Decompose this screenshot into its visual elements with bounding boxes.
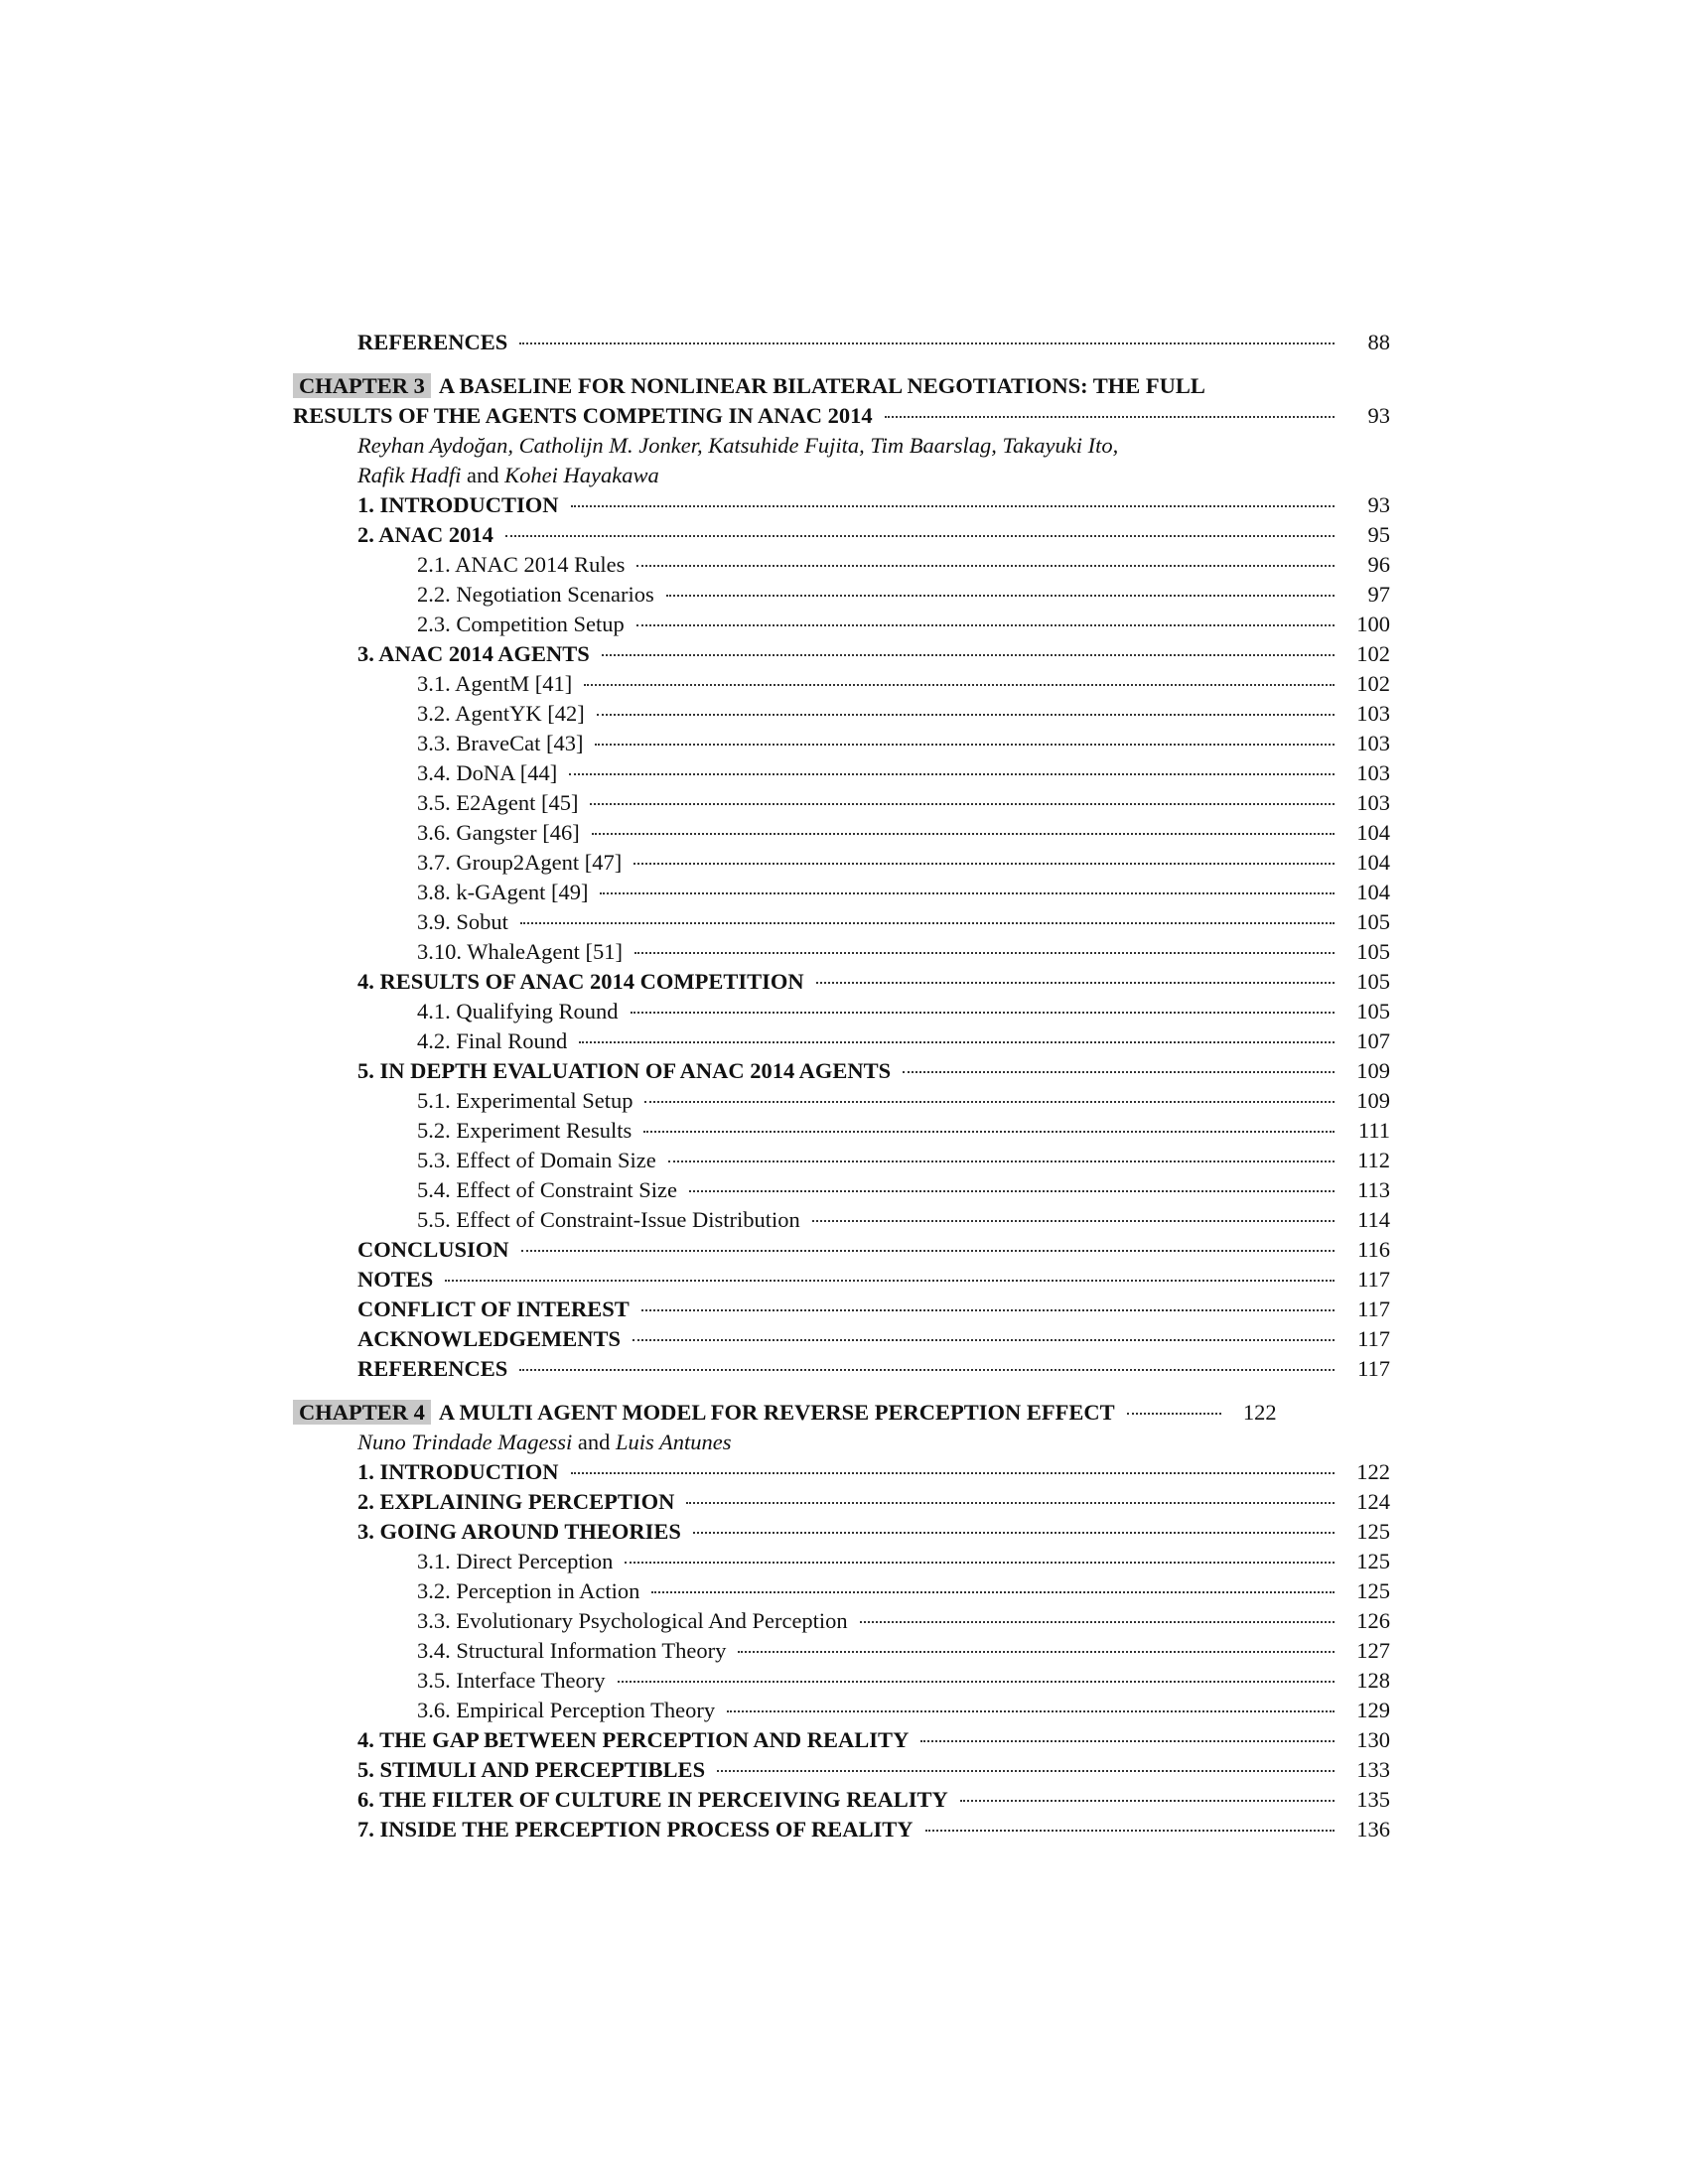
- chapter3-authors-line1: Reyhan Aydoğan, Catholijn M. Jonker, Katsuhide Fujita, Tim Baarslag, Takayuki Ito,: [357, 433, 1119, 458]
- dot-leader: [579, 1041, 1335, 1043]
- chapter4-authors-and: and: [577, 1430, 611, 1454]
- dot-leader: [600, 892, 1335, 894]
- toc-entry-label: 5.2. Experiment Results: [417, 1118, 633, 1143]
- chapter4-author: Luis Antunes: [616, 1430, 732, 1454]
- toc-entry-label: 2.3. Competition Setup: [417, 612, 625, 636]
- dot-leader: [571, 1472, 1335, 1474]
- toc-entry-label: NOTES: [357, 1267, 434, 1292]
- toc-entry-label: REFERENCES: [357, 1356, 508, 1381]
- toc-entry-label: 3.9. Sobut: [417, 909, 508, 934]
- toc-entry-page: 128: [1356, 1668, 1390, 1693]
- dot-leader: [816, 982, 1335, 984]
- toc-entry-label: 5. IN DEPTH EVALUATION OF ANAC 2014 AGENTS: [357, 1058, 892, 1083]
- toc-entry-label: 3.10. WhaleAgent [51]: [417, 939, 624, 964]
- toc-entry-page: 104: [1356, 820, 1390, 845]
- toc-entry-page: 135: [1356, 1787, 1390, 1812]
- toc-section-entry[interactable]: [293, 1487, 1390, 1517]
- chapter4-title: A MULTI AGENT MODEL FOR REVERSE PERCEPTION EFFECT: [438, 1400, 1115, 1425]
- chapter3-authors-line2: [293, 461, 1390, 490]
- toc-entry-page: 105: [1356, 999, 1390, 1024]
- dot-leader: [668, 1160, 1335, 1162]
- chapter4-badge: CHAPTER 4: [293, 1400, 431, 1425]
- toc-entry-page: 114: [1357, 1207, 1390, 1232]
- toc-section-entry[interactable]: [293, 639, 1390, 669]
- toc-entry-page: 105: [1356, 939, 1390, 964]
- toc-subsection-entry[interactable]: [293, 610, 1390, 639]
- toc-entry-page: 133: [1356, 1757, 1390, 1782]
- toc-entry-label: 3.3. BraveCat [43]: [417, 731, 584, 755]
- dot-leader: [717, 1770, 1335, 1772]
- dot-leader: [445, 1280, 1335, 1282]
- dot-leader: [925, 1830, 1336, 1832]
- dot-leader: [505, 535, 1335, 537]
- dot-leader: [625, 1562, 1335, 1564]
- dot-leader: [689, 1190, 1335, 1192]
- toc-entry-label: 4. THE GAP BETWEEN PERCEPTION AND REALITY: [357, 1727, 910, 1752]
- dot-leader: [569, 773, 1335, 775]
- toc-section-entry[interactable]: [293, 1457, 1390, 1487]
- toc-entry-label: 5. STIMULI AND PERCEPTIBLES: [357, 1757, 706, 1782]
- chapter3-heading[interactable]: [293, 371, 1390, 401]
- toc-entry-page: 125: [1356, 1519, 1390, 1544]
- toc-subsection-entry[interactable]: [293, 1175, 1390, 1205]
- dot-leader: [633, 1339, 1335, 1341]
- toc-subsection-entry[interactable]: [293, 729, 1390, 758]
- dot-leader: [590, 803, 1335, 805]
- dot-leader: [960, 1800, 1335, 1802]
- toc-entry-page: 97: [1367, 582, 1390, 607]
- toc-entry-page: 104: [1356, 880, 1390, 904]
- chapter4-page: 122: [1242, 1400, 1277, 1425]
- chapter3-title-line1: A BASELINE FOR NONLINEAR BILATERAL NEGOTIATIONS: THE FULL: [438, 373, 1205, 398]
- toc-subsection-entry[interactable]: [293, 1696, 1390, 1725]
- toc-subsection-entry[interactable]: [293, 1666, 1390, 1696]
- dot-leader: [1127, 1413, 1221, 1415]
- toc-subsection-entry[interactable]: [293, 550, 1390, 580]
- dot-leader: [920, 1740, 1335, 1742]
- toc-subsection-entry[interactable]: [293, 758, 1390, 788]
- chapter3-badge: CHAPTER 3: [293, 373, 431, 398]
- dot-leader: [520, 922, 1335, 924]
- toc-entry-label: 3. GOING AROUND THEORIES: [357, 1519, 681, 1544]
- toc-entry-page: 103: [1356, 701, 1390, 726]
- toc-entry-references-prev[interactable]: [293, 328, 1390, 357]
- chapter3-title-line2-row[interactable]: [293, 401, 1390, 431]
- dot-leader: [644, 1101, 1335, 1103]
- dot-leader: [885, 416, 1335, 418]
- toc-entry-page: 130: [1356, 1727, 1390, 1752]
- dot-leader: [651, 1591, 1335, 1593]
- chapter3-entries: [293, 490, 1390, 1384]
- toc-subsection-entry[interactable]: [293, 1547, 1390, 1576]
- toc-section-entry[interactable]: [293, 520, 1390, 550]
- toc-section-entry[interactable]: [293, 1235, 1390, 1265]
- toc-entry-label: CONFLICT OF INTEREST: [357, 1297, 630, 1321]
- toc-entry-label: 3.6. Gangster [46]: [417, 820, 580, 845]
- dot-leader: [738, 1651, 1335, 1653]
- toc-entry-page: 102: [1356, 641, 1390, 666]
- toc-entry-page: 104: [1356, 850, 1390, 875]
- dot-leader: [631, 1012, 1336, 1014]
- toc-entry-page: 103: [1356, 760, 1390, 785]
- toc-entry-page: 127: [1356, 1638, 1390, 1663]
- toc-section-entry[interactable]: [293, 967, 1390, 997]
- toc-subsection-entry[interactable]: [293, 1086, 1390, 1116]
- toc-subsection-entry[interactable]: [293, 1576, 1390, 1606]
- toc-subsection-entry[interactable]: [293, 580, 1390, 610]
- chapter4-authors: [293, 1428, 1390, 1457]
- toc-subsection-entry[interactable]: [293, 1146, 1390, 1175]
- toc-section-entry[interactable]: [293, 1295, 1390, 1324]
- toc-entry-label: 2. EXPLAINING PERCEPTION: [357, 1489, 675, 1514]
- toc-entry-page: 100: [1356, 612, 1390, 636]
- toc-subsection-entry[interactable]: [293, 1606, 1390, 1636]
- toc-entry-label: 6. THE FILTER OF CULTURE IN PERCEIVING REALITY: [357, 1787, 948, 1812]
- toc-entry-label: 3.3. Evolutionary Psychological And Perception: [417, 1608, 848, 1633]
- toc-entry-label: 4. RESULTS OF ANAC 2014 COMPETITION: [357, 969, 804, 994]
- dot-leader: [636, 565, 1335, 567]
- toc-entry-label: 3.5. Interface Theory: [417, 1668, 606, 1693]
- chapter4-author: Nuno Trindade Magessi: [357, 1430, 573, 1454]
- toc-section-entry[interactable]: [293, 1725, 1390, 1755]
- toc-entry-label: REFERENCES: [357, 330, 508, 354]
- toc-section-entry[interactable]: [293, 1785, 1390, 1815]
- toc-entry-page: 109: [1356, 1088, 1390, 1113]
- toc-entry-label: 3.4. DoNA [44]: [417, 760, 558, 785]
- toc-entry-page: 111: [1357, 1118, 1390, 1143]
- toc-entry-label: 3.8. k-GAgent [49]: [417, 880, 589, 904]
- chapter4-entries: [293, 1457, 1390, 1844]
- dot-leader: [634, 952, 1335, 954]
- dot-leader: [693, 1532, 1335, 1534]
- toc-entry-page: 88: [1367, 330, 1390, 354]
- toc-entry-label: 3.5. E2Agent [45]: [417, 790, 579, 815]
- toc-entry-label: 5.3. Effect of Domain Size: [417, 1148, 656, 1172]
- dot-leader: [727, 1710, 1335, 1712]
- dot-leader: [519, 342, 1335, 344]
- toc-subsection-entry[interactable]: [293, 878, 1390, 907]
- dot-leader: [636, 624, 1335, 626]
- toc-subsection-entry[interactable]: [293, 1205, 1390, 1235]
- toc-entry-label: 3. ANAC 2014 AGENTS: [357, 641, 590, 666]
- toc-entry-page: 109: [1356, 1058, 1390, 1083]
- chapter4-heading[interactable]: [293, 1398, 1390, 1428]
- toc-subsection-entry[interactable]: [293, 699, 1390, 729]
- toc-subsection-entry[interactable]: [293, 818, 1390, 848]
- dot-leader: [592, 833, 1335, 835]
- toc-section-entry[interactable]: [293, 1815, 1390, 1844]
- toc-entry-page: 122: [1356, 1459, 1390, 1484]
- dot-leader: [584, 684, 1335, 686]
- toc-entry-page: 136: [1356, 1817, 1390, 1842]
- toc-entry-label: 5.5. Effect of Constraint-Issue Distribution: [417, 1207, 800, 1232]
- toc-entry-label: 3.4. Structural Information Theory: [417, 1638, 727, 1663]
- toc-section-entry[interactable]: [293, 1517, 1390, 1547]
- toc-entry-page: 129: [1356, 1698, 1390, 1722]
- toc-section-entry[interactable]: [293, 1265, 1390, 1295]
- toc-section-entry[interactable]: [293, 1324, 1390, 1354]
- toc-subsection-entry[interactable]: [293, 788, 1390, 818]
- chapter-spacer: [293, 1384, 1390, 1398]
- toc-entry-page: 103: [1356, 790, 1390, 815]
- toc-entry-page: 117: [1357, 1356, 1390, 1381]
- toc-entry-label: 7. INSIDE THE PERCEPTION PROCESS OF REALITY: [357, 1817, 914, 1842]
- toc-entry-page: 126: [1356, 1608, 1390, 1633]
- toc-entry-label: CONCLUSION: [357, 1237, 509, 1262]
- toc-subsection-entry[interactable]: [293, 937, 1390, 967]
- chapter3-author: Rafik Hadfi: [357, 463, 462, 487]
- dot-leader: [812, 1220, 1335, 1222]
- toc-entry-label: 3.1. AgentM [41]: [417, 671, 573, 696]
- toc-entry-page: 96: [1367, 552, 1390, 577]
- dot-leader: [521, 1250, 1335, 1252]
- toc-entry-label: 2. ANAC 2014: [357, 522, 493, 547]
- toc-subsection-entry[interactable]: [293, 1116, 1390, 1146]
- toc-subsection-entry[interactable]: [293, 669, 1390, 699]
- dot-leader: [633, 863, 1335, 865]
- toc-subsection-entry[interactable]: [293, 848, 1390, 878]
- toc-section-entry[interactable]: [293, 1056, 1390, 1086]
- toc-entry-label: 4.1. Qualifying Round: [417, 999, 619, 1024]
- toc-entry-label: 5.1. Experimental Setup: [417, 1088, 633, 1113]
- toc-entry-label: 3.2. AgentYK [42]: [417, 701, 585, 726]
- toc-entry-page: 107: [1356, 1028, 1390, 1053]
- dot-leader: [686, 1502, 1335, 1504]
- table-of-contents: [293, 328, 1390, 1844]
- dot-leader: [602, 654, 1335, 656]
- toc-entry-page: 117: [1357, 1326, 1390, 1351]
- toc-subsection-entry[interactable]: [293, 1636, 1390, 1666]
- toc-entry-page: 117: [1357, 1267, 1390, 1292]
- dot-leader: [641, 1309, 1335, 1311]
- toc-entry-label: 3.1. Direct Perception: [417, 1549, 614, 1573]
- dot-leader: [595, 744, 1335, 746]
- dot-leader: [597, 714, 1335, 716]
- toc-entry-page: 125: [1356, 1578, 1390, 1603]
- toc-entry-page: 93: [1367, 492, 1390, 517]
- toc-entry-label: 2.2. Negotiation Scenarios: [417, 582, 654, 607]
- dot-leader: [643, 1131, 1335, 1133]
- toc-entry-page: 105: [1356, 969, 1390, 994]
- toc-entry-label: 3.7. Group2Agent [47]: [417, 850, 623, 875]
- toc-entry-label: ACKNOWLEDGEMENTS: [357, 1326, 622, 1351]
- toc-entry-page: 116: [1357, 1237, 1390, 1262]
- toc-entry-page: 125: [1356, 1549, 1390, 1573]
- chapter3-page: 93: [1367, 403, 1390, 428]
- toc-section-entry[interactable]: [293, 1755, 1390, 1785]
- toc-entry-label: 1. INTRODUCTION: [357, 1459, 559, 1484]
- toc-subsection-entry[interactable]: [293, 1026, 1390, 1056]
- toc-entry-page: 113: [1357, 1177, 1390, 1202]
- dot-leader: [860, 1621, 1335, 1623]
- toc-subsection-entry[interactable]: [293, 997, 1390, 1026]
- toc-entry-label: 3.6. Empirical Perception Theory: [417, 1698, 716, 1722]
- toc-subsection-entry[interactable]: [293, 907, 1390, 937]
- dot-leader: [571, 505, 1335, 507]
- dot-leader: [519, 1369, 1335, 1371]
- toc-entry-page: 117: [1357, 1297, 1390, 1321]
- chapter3-author: Kohei Hayakawa: [504, 463, 659, 487]
- dot-leader: [618, 1681, 1336, 1683]
- toc-entry-page: 124: [1356, 1489, 1390, 1514]
- toc-entry-label: 4.2. Final Round: [417, 1028, 568, 1053]
- toc-entry-page: 112: [1357, 1148, 1390, 1172]
- dot-leader: [903, 1071, 1335, 1073]
- toc-entry-page: 103: [1356, 731, 1390, 755]
- toc-section-entry[interactable]: [293, 1354, 1390, 1384]
- dot-leader: [666, 595, 1335, 597]
- toc-section-entry[interactable]: [293, 490, 1390, 520]
- toc-entry-page: 95: [1367, 522, 1390, 547]
- toc-entry-page: 102: [1356, 671, 1390, 696]
- toc-entry-label: 2.1. ANAC 2014 Rules: [417, 552, 626, 577]
- chapter3-authors-and: and: [466, 463, 499, 487]
- toc-entry-label: 5.4. Effect of Constraint Size: [417, 1177, 678, 1202]
- chapter3-title-line2: RESULTS OF THE AGENTS COMPETING IN ANAC 2014: [293, 403, 873, 428]
- toc-entry-label: 3.2. Perception in Action: [417, 1578, 640, 1603]
- toc-entry-page: 105: [1356, 909, 1390, 934]
- toc-entry-label: 1. INTRODUCTION: [357, 492, 559, 517]
